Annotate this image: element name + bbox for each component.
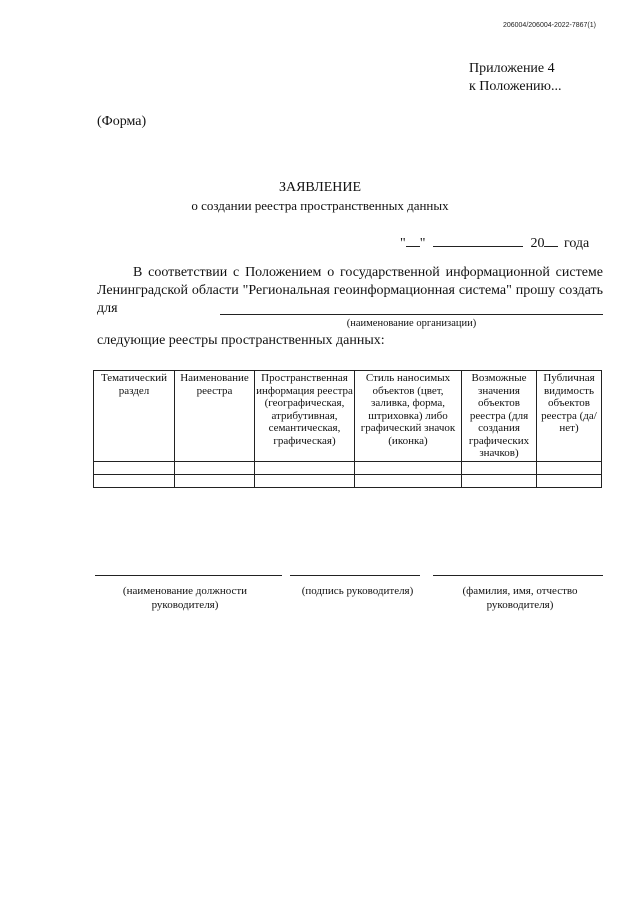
table-cell[interactable]: [175, 474, 255, 487]
appendix-line-2: к Положению...: [469, 79, 562, 94]
table-header-cell: Возможные значения объектов реестра (для создания графических значков): [462, 371, 537, 462]
table-cell[interactable]: [537, 461, 602, 474]
year-blank: [544, 232, 558, 247]
table-cell[interactable]: [462, 474, 537, 487]
registries-intro: следующие реестры пространственных данных:: [97, 333, 385, 348]
table-header-cell: Стиль наносимых объектов (цвет, заливка, форма, штриховка) либо графический значок (иконка): [355, 371, 462, 462]
year-prefix: 20: [530, 236, 545, 251]
form-label: (Форма): [97, 114, 147, 129]
table-header-cell: Пространственная информация реестра (географическая, атрибутивная, семантическая, графическая): [255, 371, 355, 462]
table-cell[interactable]: [537, 474, 602, 487]
table-header-cell: Тематический раздел: [94, 371, 175, 462]
table-cell[interactable]: [355, 474, 462, 487]
table-cell[interactable]: [355, 461, 462, 474]
registries-table: [93, 370, 602, 488]
request-paragraph-text: В соответствии с Положением о государственной информационной системе Ленинградской области "Региональная геоинформационная система" прошу создать для: [97, 265, 603, 316]
date-close-quote: ": [419, 236, 426, 251]
name-caption: (фамилия, имя, отчество руководителя): [462, 585, 578, 611]
document-title: ЗАЯВЛЕНИЕ: [278, 180, 362, 195]
table-cell[interactable]: [94, 474, 175, 487]
date-open-quote: ": [400, 236, 406, 251]
document-subtitle: о создании реестра пространственных данных: [191, 198, 449, 213]
signature-caption: (подпись руководителя): [301, 585, 414, 597]
table-row: [94, 461, 602, 474]
date-line: [400, 232, 605, 252]
appendix-line-1: Приложение 4: [469, 61, 555, 76]
appendix-reference: [469, 60, 562, 96]
year-suffix: года: [563, 236, 590, 251]
organization-name-line: [220, 300, 603, 315]
table-header-cell: Наименование реестра: [175, 371, 255, 462]
table-cell[interactable]: [94, 461, 175, 474]
table-header-cell: Публичная видимость объектов реестра (да/нет): [537, 371, 602, 462]
signature-line: [290, 575, 420, 576]
day-blank: [406, 232, 420, 247]
month-blank: [433, 232, 523, 247]
document-id: 206004/206004-2022-7867(1): [502, 22, 596, 29]
name-signature-line: [433, 575, 603, 576]
table-header-row: [94, 371, 602, 462]
table-cell[interactable]: [255, 474, 355, 487]
table-row: [94, 474, 602, 487]
table-cell[interactable]: [175, 461, 255, 474]
table-cell[interactable]: [255, 461, 355, 474]
table-cell[interactable]: [462, 461, 537, 474]
organization-caption: (наименование организации): [346, 318, 477, 329]
position-signature-line: [95, 575, 282, 576]
position-caption: (наименование должности руководителя): [122, 585, 248, 611]
